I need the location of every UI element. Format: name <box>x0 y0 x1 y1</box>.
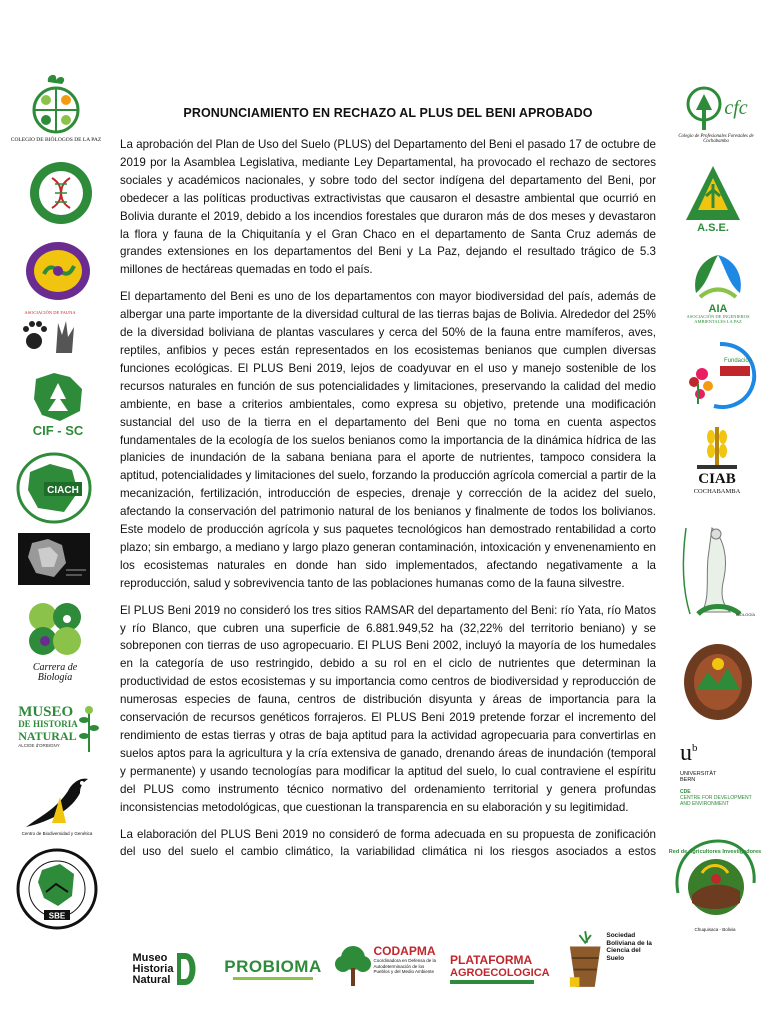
logo-caption: ASOCIACIÓN DE INGENIEROS AMBIENTALES LA PAZ <box>686 314 750 324</box>
bottom-natural-word: Natural <box>132 973 171 986</box>
logo-caption: Centro de Biodiversidad y Genética <box>21 830 93 836</box>
butterfly-seal-icon <box>24 240 92 302</box>
logo-caption: Carrera de Biología <box>32 661 78 683</box>
ciab-label: CIAB <box>698 471 736 487</box>
logo-sociedad-ciencia-suelo <box>566 928 658 994</box>
logo-codapma <box>334 944 440 994</box>
logo-cif-sc <box>22 366 94 442</box>
tree-map-icon <box>30 371 86 423</box>
ase-triangle-icon <box>684 164 742 222</box>
logo-fundacion <box>680 340 760 412</box>
sociedad-line-2: Boliviana de la <box>606 939 652 947</box>
map-photo-icon <box>18 533 90 585</box>
paragraph: El departamento del Beni es uno de los departamentos con mayor biodiversidad del país, además de albergar una parte importante de la diversidad cultural de las tierras bajas de Bolivia. Alrededor del 25% de la diversidad boliviana de plantas vasculares y cerca del 50% de la fauna entre mamíferos, aves, reptiles, anfibios y peces están representados en los ecosistemas benianos que cumplen diversas funciones ecológicas. El PLUS Beni 2019, lejos de coadyuvar en el uso y manejo sostenible de los recursos naturales en función de sus potencialidades y limitaciones, preservando la calidad del medio ambiente, en base a criterios ambientales, como expresa su objetivo, pretende una modificación sustancial del uso de la tierra en el departamento del Beni que no toma en cuenta aspectos fundamentales de la ecología de los suelos benianos como la importancia de la dinámica hídrica de las planicies de inundación de la sabana beniana para el aporte de nutrientes, tampoco considera la aptitud, potencialidades y limitaciones del suelo, forzando la producción agrícola comercial a partir de la mecanización, fertilización, introducción de especies, drenaje y corrección de la acidez del suelo, afectando la conservación del patrimonio natural de los benianos y finalmente de todos los bolivianos. Este modelo de producción agrícola y sus paquetes tecnológicos han demostrado rentabilidad a corto plazo; sin embargo, a mediano y largo plazo generan contaminación, intoxicación y envenenamiento en los ecosistemas naturales en donde han sido implementados, afectando negativamente a la reproducción, salud y sobrevivencia tanto de las poblaciones humanas como de la fauna silvestre. <box>120 290 656 590</box>
logo-caption: A.S.E. <box>697 222 729 234</box>
soil-profile-icon <box>566 928 604 990</box>
logo-caption: COLEGIO DE BIÓLOGOS DE LA PAZ <box>10 137 102 144</box>
logo-ciab <box>680 420 754 500</box>
fundacion-label: Fundación <box>724 358 753 364</box>
logo-bottom-museo <box>120 944 212 994</box>
museo-subtitle: ALCIDE d'ORBIGNY <box>18 743 60 748</box>
plataforma-bar-icon <box>450 980 534 986</box>
logo-caption: Colegio de Profesionales Forestales de Cochabamba <box>678 133 754 144</box>
unibern-line-1: UNIVERSITÄT <box>680 771 717 777</box>
logo-universitat-bern <box>680 736 764 826</box>
bottom-historia-word: Historia <box>132 962 174 975</box>
logo-ciach <box>16 452 92 524</box>
biologia-label: BIOLOGÍA <box>736 612 756 617</box>
bird-icon <box>22 769 92 831</box>
probioma-underline-icon <box>233 977 313 983</box>
logo-colegio-biologos-la-paz <box>10 66 102 150</box>
cfc-label: cfc <box>724 97 748 120</box>
ub-logo <box>680 736 698 765</box>
agroecologica-word: AGROECOLOGICA <box>450 967 550 979</box>
bottom-museo-word: Museo <box>132 951 168 964</box>
probioma-label: PROBIOMA <box>224 957 322 976</box>
leaf-circle-icon <box>28 72 84 136</box>
condor-seal-icon <box>678 518 758 622</box>
red-label: Red de Agricultores Investigadores <box>668 848 762 855</box>
document-title: PRONUNCIAMIENTO EN RECHAZO AL PLUS DEL BENI APROBADO <box>183 106 593 120</box>
logo-circular-seal <box>682 642 754 722</box>
ub-superscript: b <box>692 742 698 754</box>
sbe-seal-icon <box>16 848 98 930</box>
logo-red-agricultores <box>668 830 762 934</box>
sbe-label: SBE <box>48 911 66 921</box>
logo-museo-historia-natural <box>18 696 100 758</box>
logo-plataforma-agroecologica <box>450 946 550 994</box>
logo-asociacion-fauna <box>18 308 82 358</box>
plant-icon <box>78 702 100 752</box>
sociedad-line-1: Sociedad <box>606 932 636 939</box>
paragraph: La aprobación del Plan de Uso del Suelo (PLUS) del Departamento del Beni el pasado 17 de octubre de 2019 por la Asamblea Legislativa, mediante Ley Departamental, ha provocado el rechazo de sectores sociales y académicos nacionales, y sobre todo del sector indígena del departamento del Beni, por obedecer a las políticas productivas extractivistas que causaron el desastre ambiental que ocurrió en Bolivia durante el 2019, debido a los incendios forestales que duraron más de dos meses y devastaron la flora y fauna de la Chiquitanía y el Gran Chaco en el departamento de Santa Cruz además de grandes extensiones en los departamentos del Beni y La Paz, dejando el resultado trágico de 5.3 millones de hectáreas quemadas en todo el país. <box>120 138 656 277</box>
tree-figure-icon <box>684 86 724 132</box>
logo-colegio-biologos-1 <box>28 160 94 226</box>
logo-cfc <box>672 78 760 152</box>
logo-caption: Chuquisaca - Bolivia <box>694 926 736 932</box>
paw-prints-icon <box>20 315 80 355</box>
logo-carrera-biologia <box>18 595 92 685</box>
logo-probioma <box>224 950 322 990</box>
aia-label: AIA <box>708 303 728 316</box>
ciach-label: CIACH <box>47 485 79 496</box>
museo-word: MUSEO <box>18 704 74 720</box>
tree-icon <box>335 944 371 988</box>
logo-caption: CIF - SC <box>32 422 84 438</box>
unibern-line-2: BERN <box>680 777 696 783</box>
cde-line-1: CDE <box>680 789 691 795</box>
logo-caption: ASOCIACIÓN DE FAUNA <box>24 309 76 315</box>
dna-seal-icon <box>28 160 94 226</box>
document-body <box>120 136 656 870</box>
cde-line-3: AND ENVIRONMENT <box>680 801 729 807</box>
logo-colegio-biologos-2 <box>24 240 92 302</box>
ub-letter: u <box>680 740 692 766</box>
paragraph: La elaboración del PLUS Beni 2019 no consideró de forma adecuada en su propuesta de zonificación del uso del suelo el cambio climático, la variabilidad climática ni los riesgos asociados a estos <box>120 827 656 859</box>
logo-centro-biodiversidad <box>14 764 100 840</box>
red-agricultores-icon <box>668 833 762 927</box>
paragraph: El PLUS Beni 2019 no consideró los tres sitios RAMSAR del departamento del Beni: río Yata, río Matos y río Blanco, que cubren una superficie de 6.881.949,52 ha (32,22% del territorio beniano) y se sobreponen con tierras de uso agropecuario. El PLUS Beni 2002, incluyó la mayoría de los humedales en la categoría de uso restringido, debido a su rol en el ciclo de nutrientes que determinan la productividad de estos ecosistemas y su importancia como centros de biodiversidad y reproducción de numerosas especies de fauna, centros de distribución disyunta y áreas de importancia para la conservación de recursos genéticos forrajeros. El PLUS Beni 2019 pretende forzar el incremento del rendimiento de estas tierras y otras de baja aptitud para la actividad agropecuaria para convertirlas en suelos aptos para la agricultura y la cría extensiva de ganado, drenando áreas de inundación (temporal y permanente) y usando tecnologías para modificar la aptitud del suelo, lo cual contraviene el espíritu del PLUS como instrumento técnico normativo del ordenamiento territorial y genera profundas inconsistencias metodológicas, que cuestionan la transparencia en su elaboración y su legitimidad. <box>120 603 656 814</box>
sociedad-line-3: Ciencia del Suelo <box>606 947 641 962</box>
logo-aia <box>676 246 760 330</box>
codapma-caption: Coordinadora en Defensa de la Autodeterminación de los Pueblos y del Medio Ambiente <box>373 958 437 974</box>
ciach-emblem-icon <box>16 452 92 524</box>
fundacion-flower-icon <box>680 340 760 412</box>
cde-line-2: CENTRE FOR DEVELOPMENT <box>680 795 752 801</box>
natural-word: NATURAL <box>18 729 77 743</box>
codapma-label: CODAPMA <box>373 944 436 958</box>
logo-ase <box>680 160 746 238</box>
plataforma-word: PLATAFORMA <box>450 953 533 967</box>
logo-map-dark <box>18 533 90 585</box>
aia-leaves-icon <box>686 251 750 303</box>
logo-sbe <box>16 848 98 930</box>
clover-icon <box>23 597 87 661</box>
seal-landscape-icon <box>682 642 754 722</box>
logo-caption: COCHABAMBA <box>693 488 741 495</box>
museo-d-icon <box>173 949 199 989</box>
wheat-icon <box>695 425 739 471</box>
historia-word: DE HISTORIA <box>18 719 78 729</box>
logo-biologia-umss <box>678 514 758 626</box>
